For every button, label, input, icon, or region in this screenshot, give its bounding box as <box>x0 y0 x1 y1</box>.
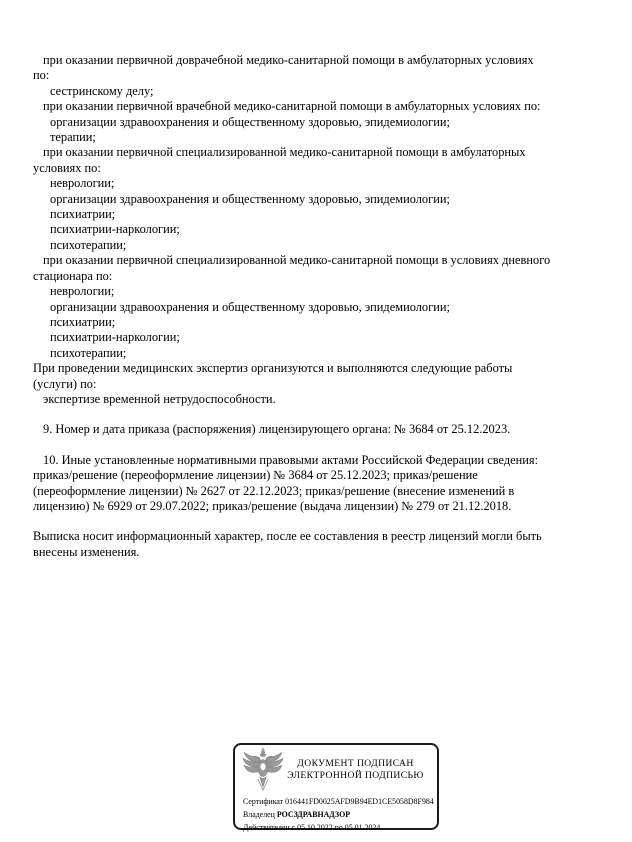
double-headed-eagle-icon <box>242 748 284 792</box>
stamp-title <box>284 758 429 783</box>
document-line: неврологии; <box>50 176 115 191</box>
document-line: сестринскому делу; <box>50 83 154 98</box>
stamp-owner-row <box>243 808 429 821</box>
document-line: стационара по: <box>33 268 113 283</box>
electronic-signature-stamp <box>233 743 439 830</box>
document-line: неврологии; <box>50 284 115 299</box>
document-line: организации здравоохранения и общественному здоровью, эпидемиологии; <box>50 191 450 206</box>
document-line: терапии; <box>50 130 96 145</box>
document-line: при оказании первичной специализированной медико-санитарной помощи в амбулаторных <box>43 145 526 160</box>
document-line: 10. Иные установленные нормативными правовыми актами Российской Федерации сведения: <box>43 452 539 467</box>
stamp-title-line2: ЭЛЕКТРОННОЙ ПОДПИСЬЮ <box>287 770 424 781</box>
stamp-certificate-row <box>243 795 434 808</box>
document-line: приказ/решение (переоформление лицензии) № 3684 от 25.12.2023; приказ/решение <box>33 468 478 483</box>
document-line: психиатрии; <box>50 314 116 329</box>
document-line: организации здравоохранения и общественному здоровью, эпидемиологии; <box>50 114 450 129</box>
owner-value: РОСЗДРАВНАДЗОР <box>276 810 351 819</box>
document-line: психотерапии; <box>50 237 127 252</box>
stamp-header <box>235 745 437 791</box>
document-line: по: <box>33 68 50 83</box>
document-line: при оказании первичной специализированной медико-санитарной помощи в условиях дневного <box>43 253 551 268</box>
stamp-info <box>235 791 437 834</box>
certificate-value: 016441FD0025AFD9B94ED1CE5058D8F984 <box>285 797 434 806</box>
document-line: экспертизе временной нетрудоспособности. <box>43 391 276 406</box>
document-line: 9. Номер и дата приказа (распоряжения) лицензирующего органа: № 3684 от 25.12.2023. <box>43 422 511 437</box>
document-line: психотерапии; <box>50 345 127 360</box>
document-line: при оказании первичной врачебной медико-санитарной помощи в амбулаторных условиях по: <box>43 99 541 114</box>
document-line: Выписка носит информационный характер, после ее составления в реестр лицензий могли быть <box>33 529 542 544</box>
document-line: (услуги) по: <box>33 376 97 391</box>
document-line: при оказании первичной доврачебной медико-санитарной помощи в амбулаторных условиях <box>43 53 534 67</box>
document-line: лицензию) № 6929 от 29.07.2022; приказ/решение (выдача лицензии) № 279 от 21.12.2018. <box>33 498 512 513</box>
document-line: психиатрии; <box>50 207 116 222</box>
document-line: При проведении медицинских экспертиз организуются и выполняются следующие работы <box>33 361 513 376</box>
document-line: внесены изменения. <box>33 544 140 559</box>
certificate-label: Сертификат <box>243 797 284 806</box>
owner-label: Владелец <box>243 810 275 819</box>
document-line: (переоформление лицензии) № 2627 от 22.12.2023; приказ/решение (внесение изменений в <box>33 483 515 498</box>
document-line: психиатрии-наркологии; <box>50 222 180 237</box>
document-line: условиях по: <box>33 160 101 175</box>
validity-text: Действителен с 05.10.2022 по 05.01.2024 <box>243 823 381 832</box>
document-line: организации здравоохранения и общественному здоровью, эпидемиологии; <box>50 299 450 314</box>
stamp-title-line1: ДОКУМЕНТ ПОДПИСАН <box>297 757 414 769</box>
document-body <box>33 53 603 560</box>
document-line: психиатрии-наркологии; <box>50 330 180 345</box>
stamp-validity-row <box>243 821 429 834</box>
